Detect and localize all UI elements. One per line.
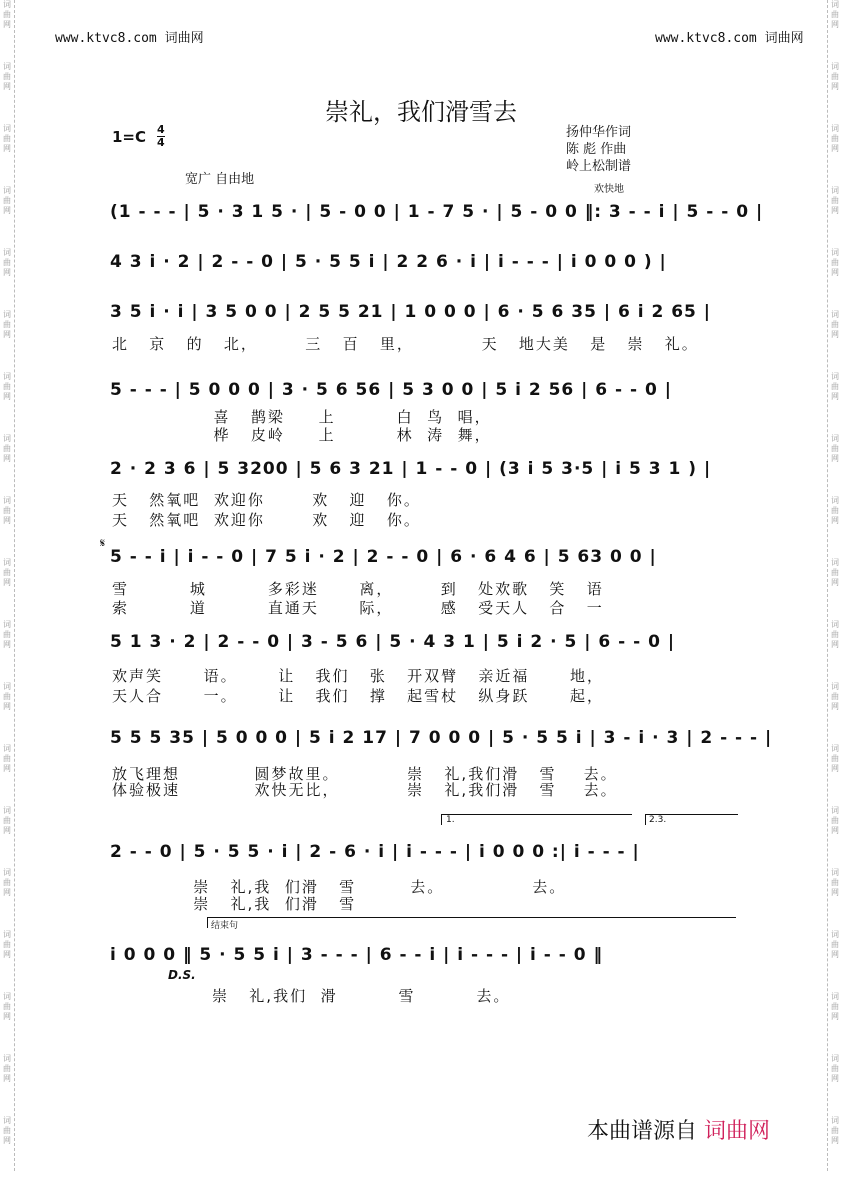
watermark-char: 网 [831, 206, 839, 215]
watermark-char: 曲 [3, 1002, 11, 1011]
footer-source-text: 本曲谱源自 [587, 1119, 698, 1144]
segno-icon: 𝄋 [100, 536, 106, 550]
watermark-char: 词 [831, 682, 839, 691]
watermark-char: 网 [3, 1074, 11, 1083]
watermark-char: 词 [3, 558, 11, 567]
watermark-char: 词 [831, 62, 839, 71]
watermark-char: 词 [831, 868, 839, 877]
watermark-char: 网 [3, 826, 11, 835]
watermark-char: 网 [831, 888, 839, 897]
watermark-char: 网 [3, 1136, 11, 1145]
watermark-char: 曲 [831, 506, 839, 515]
score-line-10: i 0 0 0 ‖ 5 · 5 5 i | 3 - - - | 6 - - i | i - - - | i - - 0 ‖ [110, 945, 603, 965]
footer-brand-link[interactable]: 词曲网 [704, 1119, 771, 1144]
watermark-char: 词 [3, 248, 11, 257]
score-line-6: 5 - - i | i - - 0 | 7 5 i · 2 | 2 - - 0 | 6 · 6 4 6 | 5 63 0 0 | [110, 547, 657, 567]
watermark-char: 词 [831, 248, 839, 257]
watermark-char: 词 [3, 124, 11, 133]
watermark-char: 词 [3, 620, 11, 629]
lyric-line: 体验极速 欢快无比， 崇 礼,我们滑 雪 去。 [112, 781, 618, 799]
key-signature: 1=C [112, 128, 147, 146]
watermark-char: 网 [831, 330, 839, 339]
watermark-char: 词 [831, 558, 839, 567]
watermark-char: 网 [3, 392, 11, 401]
watermark-char: 词 [3, 992, 11, 1001]
watermark-char: 曲 [831, 444, 839, 453]
watermark-char: 词 [831, 1054, 839, 1063]
watermark-char: 曲 [3, 754, 11, 763]
watermark-char: 网 [3, 206, 11, 215]
watermark-char: 词 [831, 496, 839, 505]
score-line-3: 3 5 i · i | 3 5 0 0 | 2 5 5 21 | 1 0 0 0 | 6 · 5 6 35 | 6 i 2 65 | [110, 302, 712, 322]
watermark-char: 词 [3, 186, 11, 195]
watermark-char: 网 [3, 268, 11, 277]
watermark-char: 网 [3, 640, 11, 649]
score-line-8: 5 5 5 35 | 5 0 0 0 | 5 i 2 17 | 7 0 0 0 | 5 · 5 5 i | 3 - i · 3 | 2 - - - | [110, 728, 773, 748]
credits [566, 124, 631, 175]
watermark-char: 曲 [831, 568, 839, 577]
watermark-char: 词 [3, 0, 11, 9]
watermark-char: 曲 [831, 630, 839, 639]
lyric-line: 桦 皮岭 上 林 涛 舞， [112, 426, 492, 444]
watermark-char: 曲 [831, 258, 839, 267]
watermark-char: 曲 [3, 444, 11, 453]
watermark-char: 网 [831, 516, 839, 525]
header-site-right[interactable]: www.ktvc8.com 词曲网 [655, 31, 804, 46]
watermark-char: 词 [3, 744, 11, 753]
watermark-char: 网 [831, 20, 839, 29]
watermark-char: 网 [831, 144, 839, 153]
watermark-char: 网 [831, 764, 839, 773]
watermark-char: 曲 [831, 692, 839, 701]
watermark-char: 曲 [831, 878, 839, 887]
watermark-char: 曲 [831, 1126, 839, 1135]
watermark-char: 曲 [3, 1126, 11, 1135]
watermark-char: 网 [3, 702, 11, 711]
watermark-char: 曲 [831, 1002, 839, 1011]
ds-mark: D.S. [168, 968, 196, 982]
watermark-char: 词 [3, 496, 11, 505]
watermark-char: 曲 [3, 320, 11, 329]
second-ending-label: 2.3. [649, 815, 667, 825]
watermark-char: 网 [831, 1136, 839, 1145]
lyricist: 扬仲华作词 [566, 125, 632, 140]
lyric-line: 索 道 直通天 际， 感 受天人 合 一 [112, 599, 604, 617]
watermark-char: 网 [3, 516, 11, 525]
watermark-char: 网 [3, 578, 11, 587]
watermark-char: 网 [831, 268, 839, 277]
footer-source [587, 1114, 770, 1145]
watermark-char: 词 [3, 434, 11, 443]
score-line-7: 5 1 3 · 2 | 2 - - 0 | 3 - 5 6 | 5 · 4 3 1 | 5 i 2 · 5 | 6 - - 0 | [110, 632, 676, 652]
watermark-char: 词 [831, 930, 839, 939]
watermark-char: 网 [831, 1012, 839, 1021]
lyric-line: 崇 礼,我们 滑 雪 去。 [212, 987, 511, 1005]
watermark-char: 词 [831, 186, 839, 195]
left-watermark-strip [0, 0, 15, 1171]
watermark-char: 曲 [831, 72, 839, 81]
watermark-char: 词 [3, 1054, 11, 1063]
watermark-char: 词 [831, 434, 839, 443]
watermark-char: 曲 [3, 816, 11, 825]
watermark-char: 曲 [831, 320, 839, 329]
score-line-4: 5 - - - | 5 0 0 0 | 3 · 5 6 56 | 5 3 0 0 | 5 i 2 56 | 6 - - 0 | [110, 380, 672, 400]
watermark-char: 网 [831, 826, 839, 835]
tempo-main: 欢快地 [594, 184, 624, 195]
watermark-char: 网 [3, 888, 11, 897]
watermark-char: 网 [831, 1074, 839, 1083]
watermark-char: 词 [3, 62, 11, 71]
lyric-line: 北 京 的 北， 三 百 里， 天 地大美 是 崇 礼。 [112, 335, 699, 353]
watermark-char: 网 [3, 1012, 11, 1021]
watermark-char: 曲 [3, 134, 11, 143]
watermark-char: 网 [3, 330, 11, 339]
watermark-char: 词 [831, 992, 839, 1001]
watermark-char: 网 [3, 454, 11, 463]
lyric-line: 喜 鹊梁 上 白 鸟 唱， [112, 408, 492, 426]
watermark-char: 曲 [831, 196, 839, 205]
watermark-char: 词 [3, 806, 11, 815]
coda-label: 结束句 [211, 921, 239, 931]
first-ending-label: 1. [446, 815, 455, 825]
lyric-line: 雪 城 多彩迷 离， 到 处欢歌 笑 语 [112, 580, 604, 598]
watermark-char: 词 [831, 744, 839, 753]
first-ending-bracket [441, 814, 632, 825]
score-line-2: 4 3 i · 2 | 2 - - 0 | 5 · 5 5 i | 2 2 6 · i | i - - - | i 0 0 0 ) | [110, 252, 667, 272]
tempo-intro: 宽广 自由地 [185, 172, 255, 187]
watermark-char: 曲 [3, 692, 11, 701]
watermark-char: 词 [3, 310, 11, 319]
lyric-line: 天人合 一。 让 我们 撑 起雪杖 纵身跃 起， [112, 687, 605, 705]
watermark-char: 网 [3, 144, 11, 153]
watermark-char: 词 [831, 620, 839, 629]
time-signature: $\frac{4}{4}$ [157, 123, 165, 149]
watermark-char: 曲 [831, 134, 839, 143]
watermark-char: 词 [831, 372, 839, 381]
watermark-char: 曲 [3, 630, 11, 639]
watermark-char: 曲 [831, 10, 839, 19]
watermark-char: 网 [831, 578, 839, 587]
watermark-char: 曲 [3, 72, 11, 81]
right-watermark-strip [827, 0, 842, 1171]
watermark-char: 曲 [831, 1064, 839, 1073]
notation-author: 岭上松制谱 [566, 159, 632, 174]
watermark-char: 网 [3, 764, 11, 773]
composer: 陈 彪 作曲 [566, 142, 627, 157]
watermark-char: 曲 [3, 258, 11, 267]
watermark-char: 词 [831, 806, 839, 815]
watermark-char: 网 [831, 392, 839, 401]
watermark-char: 曲 [831, 382, 839, 391]
watermark-char: 曲 [831, 754, 839, 763]
watermark-char: 曲 [3, 506, 11, 515]
watermark-char: 词 [831, 0, 839, 9]
watermark-char: 曲 [3, 382, 11, 391]
watermark-char: 网 [3, 950, 11, 959]
lyric-line: 放飞理想 圆梦故里。 崇 礼,我们滑 雪 去。 [112, 765, 618, 783]
score-line-1: (1 - - - | 5 · 3 1 5 · | 5 - 0 0 | 1 - 7 5 · | 5 - 0 0 ‖: 3 - - i | 5 - - 0 | [110, 202, 764, 222]
watermark-char: 网 [831, 640, 839, 649]
watermark-char: 曲 [3, 1064, 11, 1073]
lyric-line: 天 然氧吧 欢迎你 欢 迎 你。 [112, 491, 421, 509]
watermark-char: 词 [3, 682, 11, 691]
lyric-line: 崇 礼,我 们滑 雪 [112, 895, 357, 913]
watermark-char: 词 [3, 372, 11, 381]
watermark-char: 词 [3, 1116, 11, 1125]
lyric-line: 天 然氧吧 欢迎你 欢 迎 你。 [112, 511, 421, 529]
coda-bracket [207, 917, 736, 928]
watermark-char: 网 [3, 20, 11, 29]
watermark-char: 词 [3, 930, 11, 939]
score-line-5: 2 · 2 3 6 | 5 3200 | 5 6 3 21 | 1 - - 0 | (3 i 5 3·5 | i 5 3 1 ) | [110, 459, 712, 479]
watermark-char: 曲 [3, 878, 11, 887]
song-title: 崇礼，我们滑雪去 [325, 98, 517, 126]
lyric-line: 欢声笑 语。 让 我们 张 开双臂 亲近福 地， [112, 667, 605, 685]
watermark-char: 网 [831, 454, 839, 463]
lyric-line: 崇 礼,我 们滑 雪 去。 去。 [112, 878, 567, 896]
watermark-char: 曲 [831, 816, 839, 825]
watermark-char: 曲 [831, 940, 839, 949]
watermark-char: 曲 [3, 196, 11, 205]
watermark-char: 词 [3, 868, 11, 877]
score-line-9: 2 - - 0 | 5 · 5 5 · i | 2 - 6 · i | i - - - | i 0 0 0 :| i - - - | [110, 842, 640, 862]
watermark-char: 网 [831, 702, 839, 711]
watermark-char: 词 [831, 124, 839, 133]
watermark-char: 网 [831, 950, 839, 959]
watermark-char: 网 [831, 82, 839, 91]
watermark-char: 曲 [3, 10, 11, 19]
watermark-char: 曲 [3, 940, 11, 949]
watermark-char: 词 [831, 310, 839, 319]
header-site-left[interactable]: www.ktvc8.com 词曲网 [55, 31, 204, 46]
watermark-char: 词 [831, 1116, 839, 1125]
watermark-char: 网 [3, 82, 11, 91]
watermark-char: 曲 [3, 568, 11, 577]
